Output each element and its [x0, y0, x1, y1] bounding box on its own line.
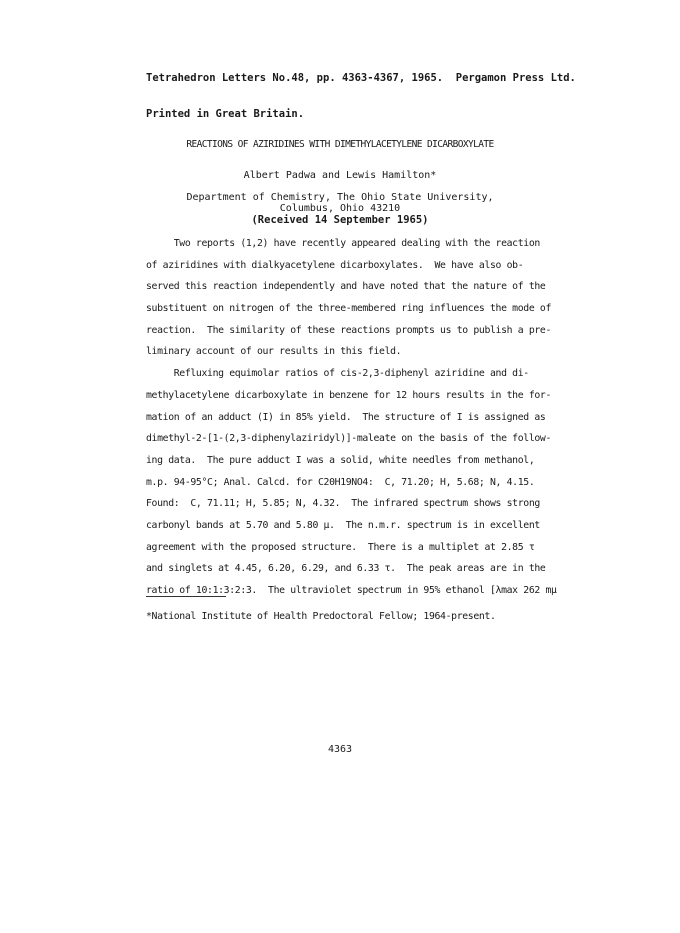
- body-line: agreement with the proposed structure. There is a multiplet at 2.85 τ: [146, 541, 535, 553]
- affiliation-line-2: Columbus, Ohio 43210: [279, 203, 401, 214]
- body-text: [146, 233, 557, 602]
- body-line: substituent on nitrogen of the three-membered ring influences the mode of: [146, 303, 552, 315]
- footnote: *National Institute of Health Predoctoral Fellow; 1964-present.: [146, 611, 496, 622]
- body-line: carbonyl bands at 5.70 and 5.80 μ. The n.m.r. spectrum is in excellent: [146, 519, 540, 531]
- body-line: reaction. The similarity of these reactions prompts us to publish a pre-: [146, 324, 552, 336]
- body-line: of aziridines with dialkyacetylene dicarboxylates. We have also ob-: [146, 259, 524, 271]
- body-line: Two reports (1,2) have recently appeared dealing with the reaction: [146, 238, 540, 249]
- page-number: 4363: [327, 744, 353, 755]
- body-line: mation of an adduct (I) in 85% yield. The structure of I is assigned as: [146, 411, 546, 423]
- journal-citation: Tetrahedron Letters No.48, pp. 4363-4367, 1965. Pergamon Press Ltd.: [146, 72, 576, 84]
- received-date: (Received 14 September 1965): [251, 214, 429, 226]
- body-line: dimethyl-2-[1-(2,3-diphenylaziridyl)]-maleate on the basis of the follow-: [146, 433, 552, 445]
- body-line: Found: C, 71.11; H, 5.85; N, 4.32. The infrared spectrum shows strong: [146, 498, 540, 510]
- body-line: Refluxing equimolar ratios of cis-2,3-diphenyl aziridine and di-: [146, 368, 529, 380]
- body-line: methylacetylene dicarboxylate in benzene for 12 hours results in the for-: [146, 389, 552, 401]
- body-line: ratio of 10:1:3:2:3. The ultraviolet spectrum in 95% ethanol [λmax 262 mμ: [146, 585, 557, 596]
- body-line: liminary account of our results in this field.: [146, 346, 402, 358]
- affiliation-line-1: Department of Chemistry, The Ohio State University,: [186, 192, 494, 203]
- paper-title: REACTIONS OF AZIRIDINES WITH DIMETHYLACETYLENE DICARBOXYLATE: [186, 139, 494, 150]
- body-line: m.p. 94-95°C; Anal. Calcd. for C20H19NO4: C, 71.20; H, 5.68; N, 4.15.: [146, 476, 535, 488]
- body-line: and singlets at 4.45, 6.20, 6.29, and 6.33 τ. The peak areas are in the: [146, 563, 546, 575]
- body-line: ing data. The pure adduct I was a solid, white needles from methanol,: [146, 454, 535, 466]
- footnote-rule: [146, 596, 226, 597]
- authors: Albert Padwa and Lewis Hamilton*: [243, 170, 437, 181]
- printed-in: Printed in Great Britain.: [146, 108, 305, 120]
- journal-header: [146, 48, 576, 144]
- body-line: served this reaction independently and have noted that the nature of the: [146, 281, 546, 293]
